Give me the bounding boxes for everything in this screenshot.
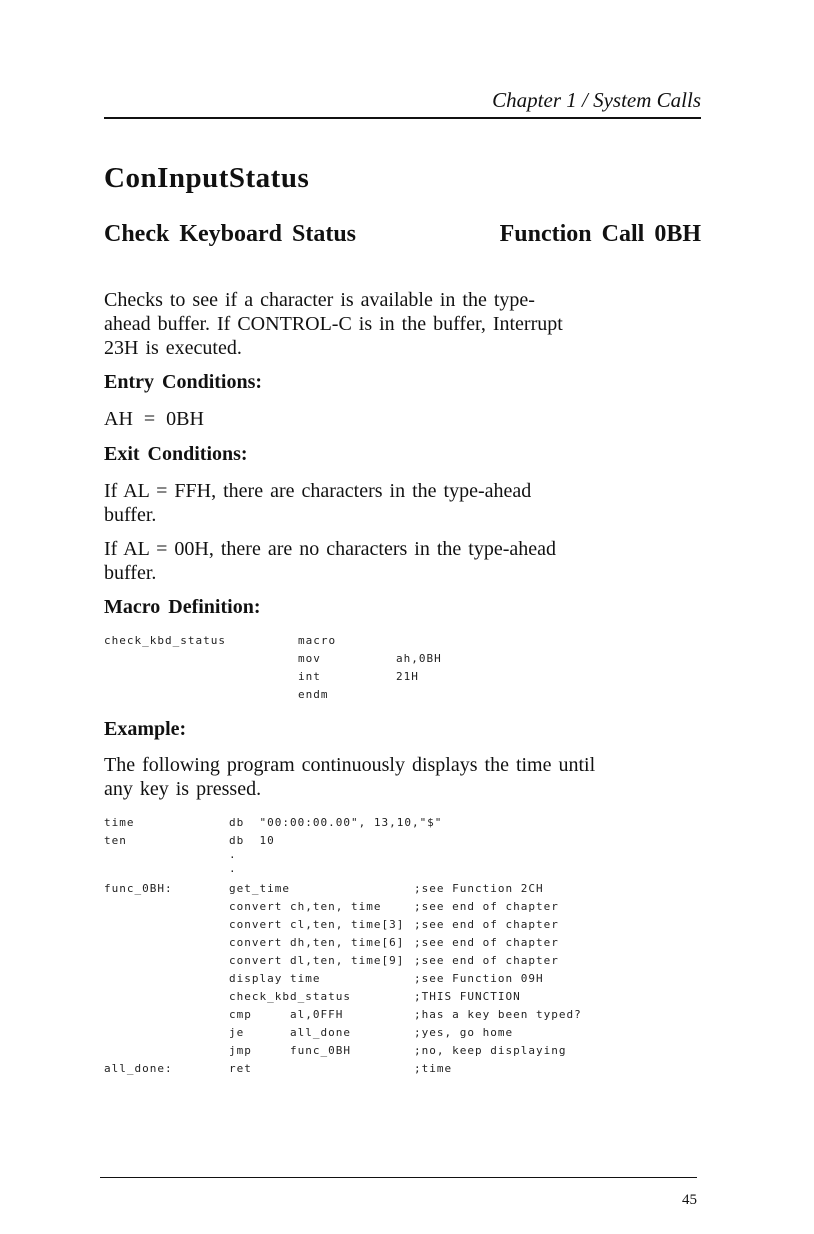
running-head: Chapter 1 / System Calls [492, 88, 701, 112]
code-statement: cmp al,0FFH [229, 1008, 344, 1021]
description-line-3: 23H is executed. [104, 337, 242, 359]
code-comment: ;see end of chapter [414, 954, 559, 967]
code-comment: ;yes, go home [414, 1026, 514, 1039]
macro-op: int [298, 670, 321, 683]
code-label: time [104, 816, 135, 829]
exit-condition-1-line-1: If AL = FFH, there are characters in the type-ahead [104, 480, 532, 502]
macro-arg: ah,0BH [396, 652, 442, 665]
code-statement: db "00:00:00.00", 13,10,"$" [229, 816, 443, 829]
macro-op: mov [298, 652, 321, 665]
macro-op: endm [298, 688, 329, 701]
macro-op: macro [298, 634, 337, 647]
example-line-1: The following program continuously displays the time until [104, 754, 596, 776]
exit-condition-2-line-2: buffer. [104, 562, 157, 584]
macro-definition-heading: Macro Definition: [104, 596, 261, 618]
example-heading: Example: [104, 718, 187, 740]
code-comment: ;see Function 09H [414, 972, 544, 985]
description-line-1: Checks to see if a character is available in the type- [104, 289, 535, 311]
code-comment: ;time [414, 1062, 453, 1075]
code-comment: ;THIS FUNCTION [414, 990, 521, 1003]
ellipsis-dot: . [229, 862, 237, 875]
code-label: func_0BH: [104, 882, 173, 895]
code-statement: jmp func_0BH [229, 1044, 351, 1057]
exit-condition-1-line-2: buffer. [104, 504, 157, 526]
entry-condition-value: AH = 0BH [104, 408, 204, 430]
code-statement: ret [229, 1062, 252, 1075]
function-description-title: Check Keyboard Status [104, 221, 357, 247]
exit-condition-2-line-1: If AL = 00H, there are no characters in the type-ahead [104, 538, 557, 560]
code-comment: ;see Function 2CH [414, 882, 544, 895]
code-statement: check_kbd_status [229, 990, 351, 1003]
code-comment: ;see end of chapter [414, 936, 559, 949]
code-label: all_done: [104, 1062, 173, 1075]
macro-arg: 21H [396, 670, 419, 683]
example-line-2: any key is pressed. [104, 778, 262, 800]
code-statement: convert ch,ten, time [229, 900, 382, 913]
code-statement: convert cl,ten, time[3] [229, 918, 405, 931]
page-title: ConInputStatus [104, 162, 310, 194]
header-rule [104, 117, 701, 119]
page-number: 45 [682, 1192, 697, 1208]
ellipsis-dot: . [229, 848, 237, 861]
code-statement: convert dl,ten, time[9] [229, 954, 405, 967]
code-comment: ;no, keep displaying [414, 1044, 567, 1057]
code-statement: display time [229, 972, 321, 985]
code-statement: je all_done [229, 1026, 351, 1039]
entry-conditions-heading: Entry Conditions: [104, 371, 263, 393]
exit-conditions-heading: Exit Conditions: [104, 443, 248, 465]
footer-rule [100, 1177, 697, 1178]
description-line-2: ahead buffer. If CONTROL-C is in the buffer, Interrupt [104, 313, 563, 335]
code-statement: get_time [229, 882, 290, 895]
function-call-number: Function Call 0BH [499, 221, 701, 247]
code-label: ten [104, 834, 127, 847]
macro-label: check_kbd_status [104, 634, 226, 647]
code-statement: db 10 [229, 834, 275, 847]
code-statement: convert dh,ten, time[6] [229, 936, 405, 949]
code-comment: ;see end of chapter [414, 900, 559, 913]
code-comment: ;see end of chapter [414, 918, 559, 931]
code-comment: ;has a key been typed? [414, 1008, 582, 1021]
